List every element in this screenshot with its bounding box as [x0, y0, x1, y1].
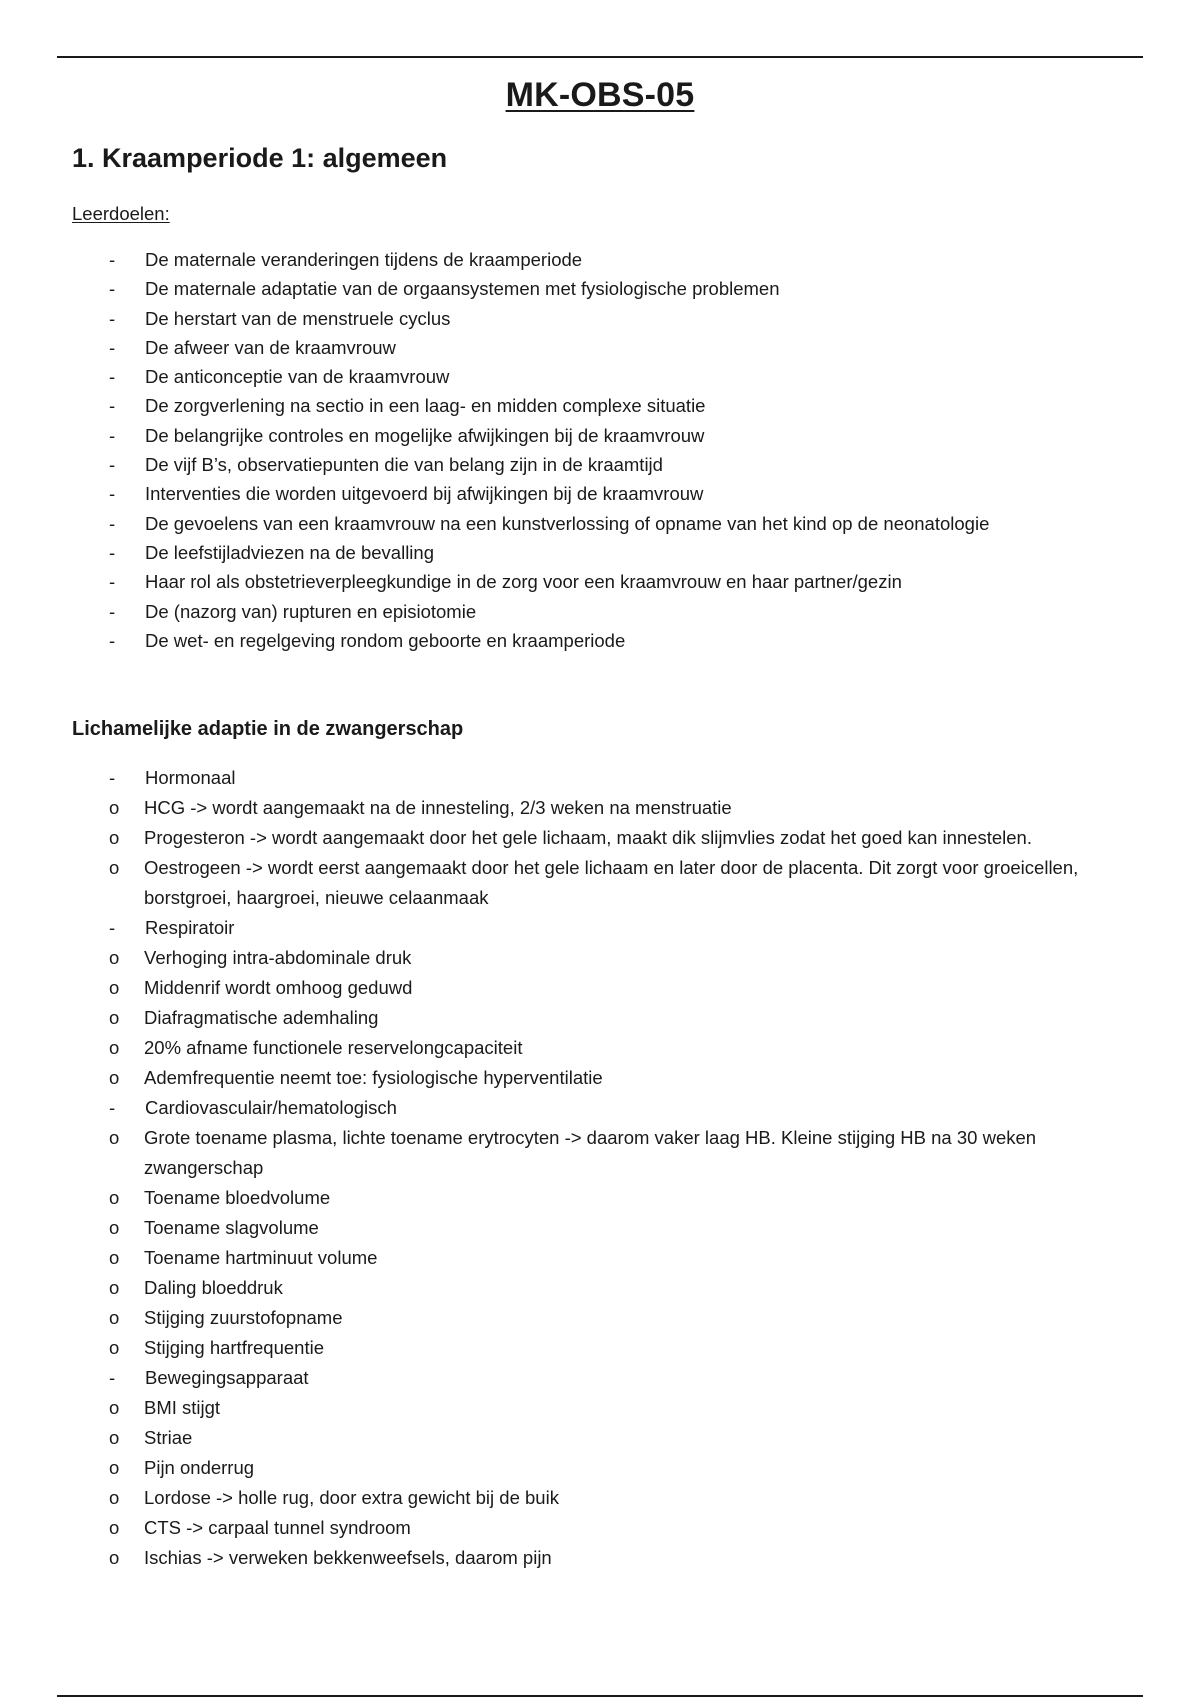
list-item: - De belangrijke controles en mogelijke afwijkingen bij de kraamvrouw — [72, 421, 1132, 450]
learning-goals-label: Leerdoelen: — [72, 203, 170, 224]
adaptation-outline — [72, 763, 1132, 1573]
adaptation-heading: Lichamelijke adaptie in de zwangerschap — [72, 718, 464, 740]
category-label: - Cardiovasculair/hematologisch — [145, 1097, 397, 1118]
list-item: - De maternale veranderingen tijdens de kraamperiode — [72, 245, 1132, 274]
list-item: - De herstart van de menstruele cyclus — [72, 304, 1132, 333]
sub-list-item: o HCG -> wordt aangemaakt na de innesteling, 2/3 weken na menstruatie — [0, 793, 1132, 823]
sub-list-item: o Lordose -> holle rug, door extra gewicht bij de buik — [0, 1483, 1132, 1513]
adaptation-categories — [72, 763, 1132, 1573]
learning-goals — [72, 245, 1132, 655]
sub-list-item: o 20% afname functionele reservelongcapaciteit — [0, 1033, 1132, 1063]
list-item: - Haar rol als obstetrieverpleegkundige in de zorg voor een kraamvrouw en haar partner/gezin — [72, 567, 1132, 596]
sub-list — [72, 943, 1132, 1093]
sub-list-item: o Middenrif wordt omhoog geduwd — [0, 973, 1132, 1003]
category-label: - Hormonaal — [145, 767, 236, 788]
list-item: - De gevoelens van een kraamvrouw na een kunstverlossing of opname van het kind op de neonatologie — [72, 509, 1132, 538]
list-item: - De anticonceptie van de kraamvrouw — [72, 362, 1132, 391]
sub-list — [72, 1393, 1132, 1573]
list-item: - De afweer van de kraamvrouw — [72, 333, 1132, 362]
sub-list-item: o Ischias -> verweken bekkenweefsels, daarom pijn — [0, 1543, 1132, 1573]
list-item: - De vijf B’s, observatiepunten die van belang zijn in de kraamtijd — [72, 450, 1132, 479]
sub-list-item: o Striae — [0, 1423, 1132, 1453]
sub-list — [72, 793, 1132, 913]
sub-list-item: o Toename slagvolume — [0, 1213, 1132, 1243]
category-cardiovascular — [72, 1093, 1132, 1363]
sub-list-item: o Daling bloeddruk — [0, 1273, 1132, 1303]
category-respiratory — [72, 913, 1132, 1093]
sub-list-item: o Grote toename plasma, lichte toename erytrocyten -> daarom vaker laag HB. Kleine stijging HB na 30 weken zwangerschap — [0, 1123, 1132, 1183]
category-musculoskeletal — [72, 1363, 1132, 1573]
sub-list-item: o Toename bloedvolume — [0, 1183, 1132, 1213]
list-item: - De maternale adaptatie van de orgaansystemen met fysiologische problemen — [72, 274, 1132, 303]
sub-list-item: o Verhoging intra-abdominale druk — [0, 943, 1132, 973]
sub-list-item: o Toename hartminuut volume — [0, 1243, 1132, 1273]
top-rule — [57, 56, 1143, 58]
category-label: - Bewegingsapparaat — [145, 1367, 309, 1388]
list-item: - De wet- en regelgeving rondom geboorte en kraamperiode — [72, 626, 1132, 655]
sub-list-item: o Stijging hartfrequentie — [0, 1333, 1132, 1363]
sub-list — [72, 1123, 1132, 1363]
list-item: - De leefstijladviezen na de bevalling — [72, 538, 1132, 567]
list-item: - Interventies die worden uitgevoerd bij afwijkingen bij de kraamvrouw — [72, 479, 1132, 508]
bottom-rule — [57, 1695, 1143, 1697]
learning-goals-list — [72, 245, 1132, 655]
sub-list-item: o Pijn onderrug — [0, 1453, 1132, 1483]
list-item: - De zorgverlening na sectio in een laag- en midden complexe situatie — [72, 391, 1132, 420]
sub-list-item: o Ademfrequentie neemt toe: fysiologische hyperventilatie — [0, 1063, 1132, 1093]
document-title: MK-OBS-05 — [505, 76, 695, 114]
section-heading: 1. Kraamperiode 1: algemeen — [72, 143, 448, 173]
category-hormonal — [72, 763, 1132, 913]
sub-list-item: o Progesteron -> wordt aangemaakt door het gele lichaam, maakt dik slijmvlies zodat het goed kan innestelen. — [0, 823, 1132, 853]
sub-list-item: o BMI stijgt — [0, 1393, 1132, 1423]
category-label: - Respiratoir — [145, 917, 235, 938]
list-item: - De (nazorg van) rupturen en episiotomie — [72, 597, 1132, 626]
sub-list-item: o CTS -> carpaal tunnel syndroom — [0, 1513, 1132, 1543]
sub-list-item: o Stijging zuurstofopname — [0, 1303, 1132, 1333]
sub-list-item: o Oestrogeen -> wordt eerst aangemaakt door het gele lichaam en later door de placenta. Dit zorgt voor groeicellen, borstgroei, haargroei, nieuwe celaanmaak — [0, 853, 1132, 913]
sub-list-item: o Diafragmatische ademhaling — [0, 1003, 1132, 1033]
